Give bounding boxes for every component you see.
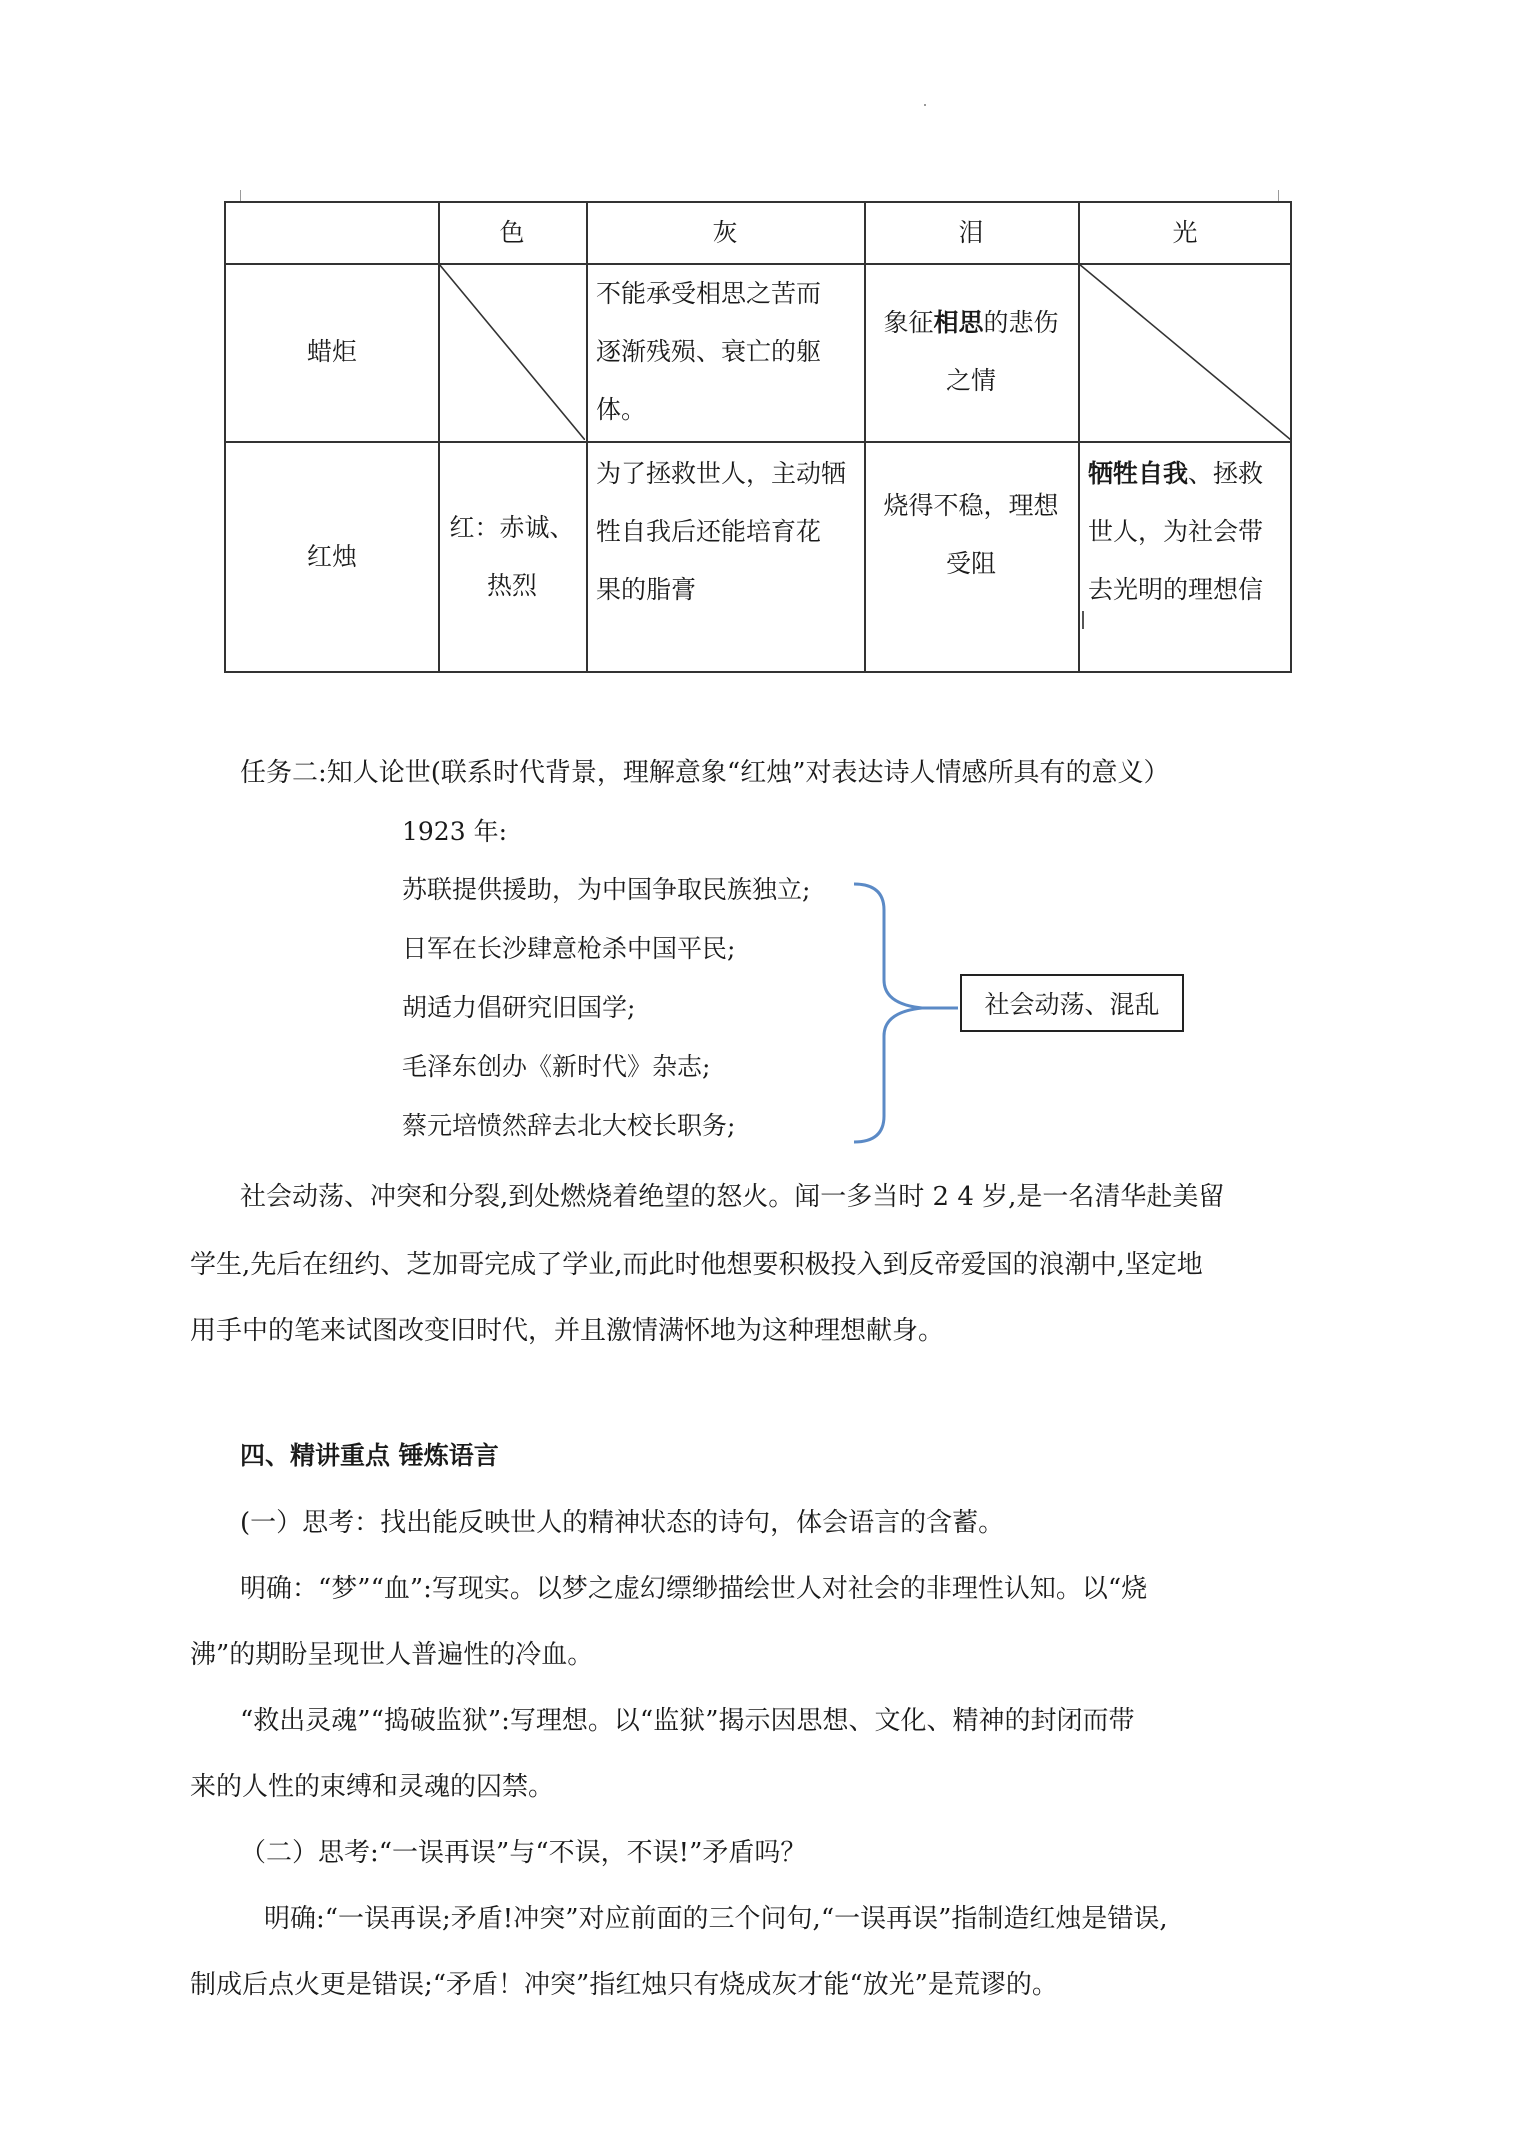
- event-item: 蔡元培愤然辞去北大校长职务;: [402, 1111, 736, 1140]
- section4-heading: 四、精讲重点 锤炼语言: [240, 1441, 499, 1470]
- cell-hongzhu-hui: 为了拯救世人，主动牺 牲自我后还能培育花 果的脂膏: [596, 459, 847, 604]
- curly-brace: [850, 880, 960, 1146]
- section4-line: “救出灵魂”“捣破监狱”:写理想。以“监狱”揭示因思想、文化、精神的封闭而带: [240, 1706, 1135, 1736]
- table-header: [226, 203, 438, 263]
- row-label-lazhu: 蜡炬: [306, 337, 357, 366]
- cell-hongzhu-se: 红：赤诚、 热烈: [449, 513, 575, 600]
- task2-paragraph-line: 社会动荡、冲突和分裂,到处燃烧着绝望的怒火。闻一多当时 2 4 岁,是一名清华赴美留: [240, 1182, 1225, 1212]
- cell-hongzhu-lei: 烧得不稳，理想 受阻: [883, 491, 1059, 578]
- section4-line: 明确:“一误再误;矛盾!冲突”对应前面的三个问句,“一误再误”指制造红烛是错误,: [264, 1904, 1168, 1934]
- diagonal-empty-cell: [439, 264, 585, 440]
- section4-line: （二）思考:“一误再误”与“不误，不误!”矛盾吗？: [240, 1838, 807, 1868]
- table-header-se: 色: [499, 218, 525, 247]
- tick-mark: [1082, 611, 1084, 629]
- comparison-table: [224, 201, 1292, 673]
- task2-title: 任务二:知人论世(联系时代背景，理解意象“红烛”对表达诗人情感所具有的意义）: [240, 758, 1170, 788]
- row-label-hongzhu: 红烛: [306, 542, 357, 571]
- cell-hongzhu-guang: 牺牲自我、拯救 世人，为社会带 去光明的理想信: [1088, 459, 1264, 604]
- task2-paragraph-line: 学生,先后在纽约、芝加哥完成了学业,而此时他想要积极投入到反帝爱国的浪潮中,坚定地: [190, 1250, 1203, 1280]
- top-mark: [924, 104, 926, 106]
- task2-paragraph-line: 用手中的笔来试图改变旧时代，并且激情满怀地为这种理想献身。: [190, 1316, 945, 1346]
- table-header-lei: 泪: [958, 218, 984, 247]
- event-item: 毛泽东创办《新时代》杂志;: [402, 1052, 711, 1081]
- cell-lazhu-lei: 象征相思的悲伤 之情: [883, 308, 1059, 395]
- event-item: 苏联提供援助，为中国争取民族独立;: [402, 875, 811, 904]
- diagonal-empty-cell: [1079, 264, 1291, 440]
- year-label: 1923 年:: [402, 817, 507, 846]
- section4-line: 来的人性的束缚和灵魂的囚禁。: [190, 1772, 555, 1802]
- summary-box: 社会动荡、混乱: [960, 974, 1184, 1032]
- cell-lazhu-hui: 不能承受相思之苦而 逐渐残殒、衰亡的躯 体。: [596, 279, 822, 424]
- section4-line: 制成后点火更是错误;“矛盾！冲突”指红烛只有烧成灰才能“放光”是荒谬的。: [190, 1970, 1058, 2000]
- event-item: 日军在长沙肆意枪杀中国平民;: [402, 934, 736, 963]
- section4-line: (一）思考：找出能反映世人的精神状态的诗句，体会语言的含蓄。: [240, 1508, 1005, 1538]
- section4-line: 明确：“梦”“血”:写现实。以梦之虚幻缥缈描绘世人对社会的非理性认知。以“烧: [240, 1574, 1148, 1604]
- event-item: 胡适力倡研究旧国学;: [402, 993, 636, 1022]
- table-header-hui: 灰: [712, 218, 738, 247]
- table-header-guang: 光: [1172, 218, 1198, 247]
- section4-line: 沸”的期盼呈现世人普遍性的冷血。: [190, 1640, 594, 1670]
